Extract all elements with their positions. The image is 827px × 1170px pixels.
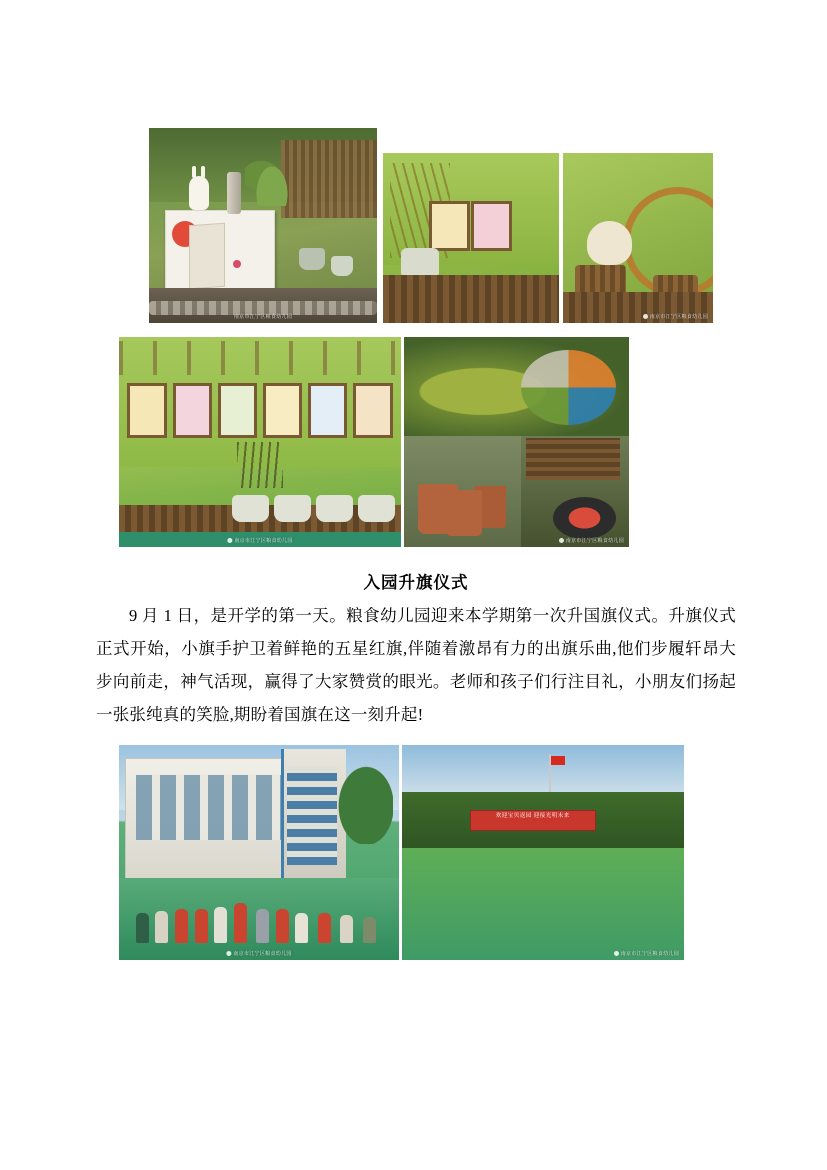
photo-watermark (559, 537, 624, 544)
cabinet-door-shape (189, 223, 225, 290)
photo-row-1 (149, 128, 736, 323)
watermark-text: 南京市江宁区粮食幼儿园 (565, 538, 624, 544)
watermark-dot-icon (226, 951, 231, 956)
photo-children-outside-building (119, 745, 399, 960)
photo-row-3 (119, 745, 736, 960)
display-board-shape (218, 383, 257, 438)
welcome-banner-text: 欢迎宝贝返园 迎接光明未来 (495, 812, 570, 819)
child-figure (195, 909, 208, 943)
figurine-shape (587, 221, 632, 265)
watermark-dot-icon (227, 538, 232, 543)
welcome-banner (470, 810, 596, 831)
photo-green-wall-boards (383, 153, 559, 323)
watermark-dot-icon (643, 314, 648, 319)
photo-watermark (227, 537, 292, 544)
display-board-shape (173, 383, 212, 438)
photo-watermark (643, 313, 708, 320)
photo-watermark (614, 950, 679, 957)
photo-garden-cabinet (149, 128, 377, 323)
photo-plant-pots-collage (404, 337, 629, 547)
building-windows-shape (136, 775, 282, 840)
children-group-shape (119, 857, 399, 943)
tree-shape (326, 749, 393, 844)
national-flag-shape (551, 756, 565, 765)
flower-pot-shape (274, 495, 311, 521)
child-figure (155, 911, 168, 943)
flower-pot-shape (358, 495, 395, 521)
body-paragraph: 9 月 1 日，是开学的第一天。粮食幼儿园迎来本学期第一次升国旗仪式。升旗仪式正式开始，小旗手护卫着鲜艳的五星红旗,伴随着激昂有力的出旗乐曲,他们步履轩昂大步向前走，神气活现，赢得了大家赞赏的眼光。老师和孩子们行注目礼，小朋友们扬起一张张纯真的笑脸,期盼着国旗在这一刻升起! (96, 606, 736, 724)
rabbit-figurine-shape (189, 176, 209, 210)
swing-shape (237, 442, 282, 488)
watermark-text: 南京市江宁区粮食幼儿园 (234, 538, 293, 544)
display-board-row (127, 383, 392, 438)
flower-pot-shape (316, 495, 353, 521)
terracotta-pot-shape (418, 484, 459, 534)
painted-tire-shape (521, 350, 616, 426)
plant-shape (245, 146, 299, 206)
photo-row-2 (119, 337, 736, 547)
log-fence-shape (526, 438, 621, 480)
display-board-shape (308, 383, 347, 438)
child-figure (136, 913, 149, 943)
photo-flag-raising-ceremony (402, 745, 684, 960)
flower-pot-row (232, 484, 396, 522)
child-figure (256, 909, 269, 943)
watermark-dot-icon (614, 951, 619, 956)
child-figure (175, 909, 188, 943)
child-figure (318, 913, 331, 943)
child-figure (340, 915, 353, 943)
page-title: 入园升旗仪式 (363, 573, 469, 592)
document-content (96, 70, 736, 960)
display-board-shape (127, 383, 166, 438)
thermos-shape (227, 172, 241, 214)
watermark-text: 南京市江宁区粮食幼儿园 (233, 951, 292, 957)
display-board-shape (353, 383, 392, 438)
child-figure (295, 913, 308, 943)
log-border-shape (383, 275, 559, 323)
photo-watermark (226, 950, 291, 957)
display-board-shape (263, 383, 302, 438)
display-board-shape (471, 201, 512, 251)
watermark-text: 南京市江宁区粮食幼儿园 (620, 951, 679, 957)
child-figure (363, 917, 376, 943)
flower-pot-shape (232, 495, 269, 521)
arch-pattern-shape (119, 341, 401, 375)
display-board-shape (429, 201, 470, 251)
photo-watermark: 南京市江宁区粮食幼儿园 (233, 314, 293, 320)
child-figure (276, 909, 289, 943)
flower-pot-shape (299, 248, 325, 270)
watermark-text: 南京市江宁区粮食幼儿园 (649, 314, 708, 320)
photo-wheel-corner (563, 153, 713, 323)
flower-pot-shape (331, 256, 353, 276)
children-group-shape (402, 853, 684, 952)
child-figure (214, 907, 227, 943)
watermark-dot-icon (559, 538, 564, 543)
photo-corridor-display (119, 337, 401, 547)
painted-bowl-shape (553, 497, 616, 539)
child-figure (234, 903, 247, 943)
